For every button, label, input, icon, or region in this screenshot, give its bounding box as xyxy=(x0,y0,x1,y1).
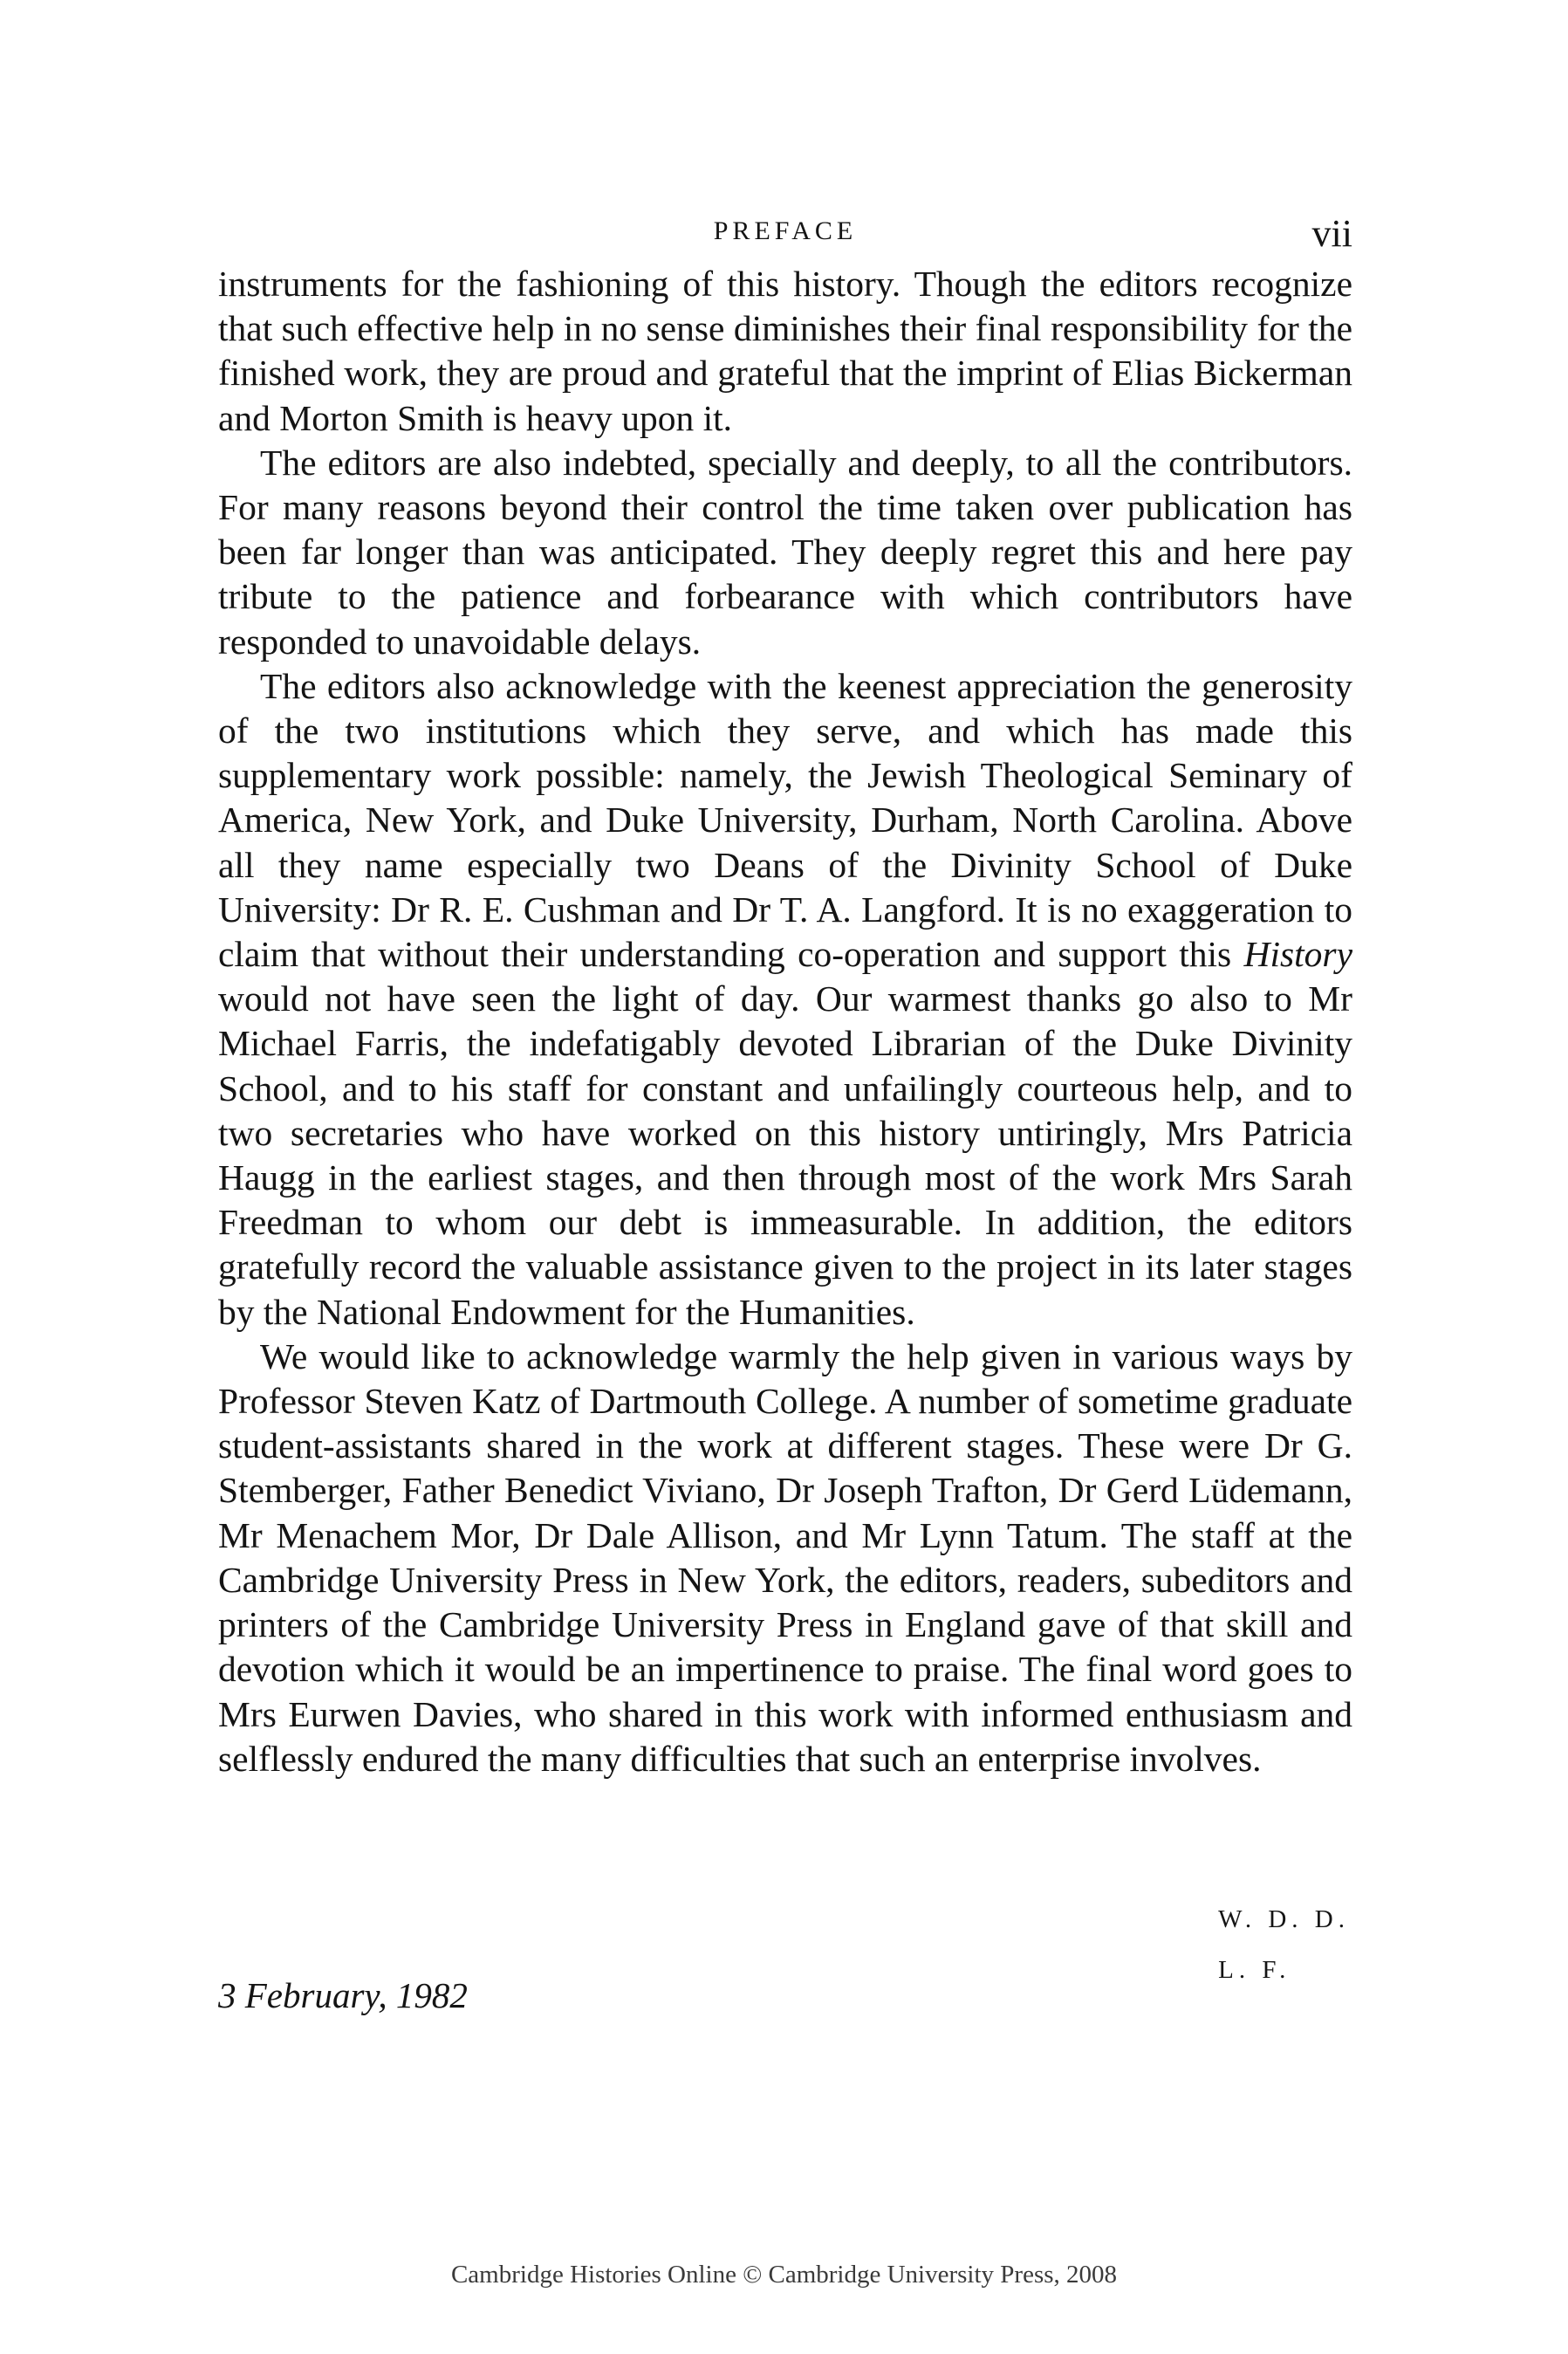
paragraph-4: We would like to acknowledge warmly the help given in various ways by Professor Steven Katz of Dartmouth College. A number of sometime graduate student-assistants shared in the work at different stages. These were Dr G. Stemberger, Father Benedict Viviano, Dr Joseph Trafton, Dr Gerd Lüdemann, Mr Menachem Mor, Dr Dale Allison, and Mr Lynn Tatum. The staff at the Cambridge University Press in New York, the editors, readers, subeditors and printers of the Cambridge University Press in England gave of that skill and devotion which it would be an impertinence to praise. The final word goes to Mrs Eurwen Davies, who shared in this work with informed enthusiasm and selflessly endured the many difficulties that such an enterprise involves. xyxy=(218,1335,1352,1779)
paragraph-1: instruments for the fashioning of this history. Though the editors recognize that such effective help in no sense diminishes their final responsibility for the finished work, they are proud and grateful that the imprint of Elias Bickerman and Morton Smith is heavy upon it. xyxy=(218,264,1352,438)
running-head xyxy=(218,211,1352,264)
preface-body xyxy=(218,262,1352,1781)
running-title: PREFACE xyxy=(713,216,858,245)
copyright-footer: Cambridge Histories Online © Cambridge University Press, 2008 xyxy=(450,2261,1118,2289)
preface-date: 3 February, 1982 xyxy=(218,1975,468,2015)
editor-signatures xyxy=(1218,1894,1350,1995)
book-title-history: History xyxy=(1243,934,1352,975)
signature-wdd: W. D. D. xyxy=(1218,1905,1350,1933)
signature-lf: L. F. xyxy=(1218,1956,1291,1984)
page-number: vii xyxy=(1311,212,1352,255)
paragraph-3: The editors also acknowledge with the keenest appreciation the generosity of the two institutions which they serve, and which has made this supplementary work possible: namely, the Jewish Theological Seminary of America, New York, and Duke University, Durham, North Carolina. Above all they name especially two Deans of the Divinity School of Duke University: Dr R. E. Cushman and Dr T. A. Langford. It is no exaggeration to claim that without their understanding co-operation and support this History would not have seen the light of day. Our warmest thanks go also to Mr Michael Farris, the indefatigably devoted Librarian of the Duke Divinity School, and to his staff for constant and unfailingly courteous help, and to two secretaries who have worked on this history untiringly, Mrs Patricia Haugg in the earliest stages, and then through most of the work Mrs Sarah Freedman to whom our debt is immeasurable. In addition, the editors gratefully record the valuable assistance given to the project in its later stages by the National Endowment for the Humanities. xyxy=(218,665,1352,1332)
paragraph-2: The editors are also indebted, specially and deeply, to all the contributors. For many reasons beyond their control the time taken over publication has been far longer than was anticipated. They deeply regret this and here pay tribute to the patience and forbearance with which contributors have responded to unavoidable delays. xyxy=(218,442,1352,662)
